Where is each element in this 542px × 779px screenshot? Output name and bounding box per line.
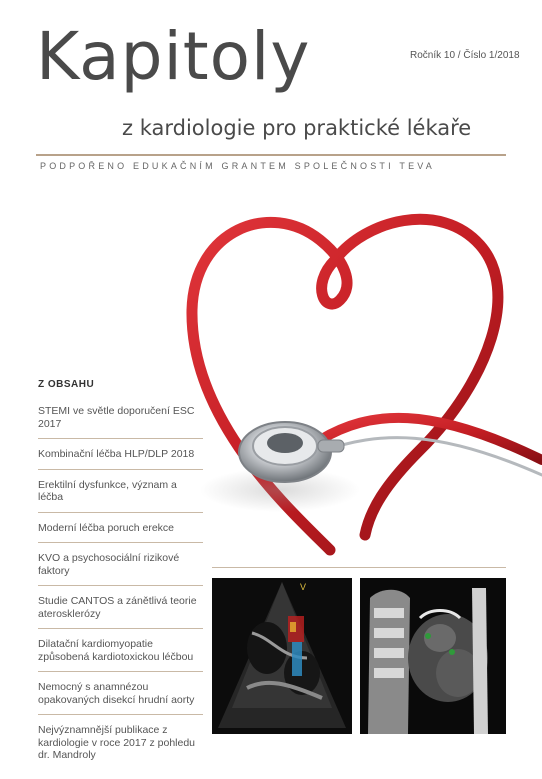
magazine-title: Kapitoly bbox=[36, 18, 311, 95]
contents-item: Nejvýznamnější publikace z kardiologie v roce 2017 z pohledu dr. Mandroly bbox=[38, 724, 196, 761]
magazine-subtitle: z kardiologie pro praktické lékaře bbox=[122, 116, 472, 140]
contents-item: STEMI ve světle doporučení ESC 2017 bbox=[38, 405, 203, 439]
issue-number: Ročník 10 / Číslo 1/2018 bbox=[410, 50, 520, 61]
contents-item: Nemocný s anamnézou opakovaných disekcí hrudní aorty bbox=[38, 681, 203, 715]
header-rule bbox=[36, 154, 506, 156]
grant-line: PODPOŘENO EDUKAČNÍM GRANTEM SPOLEČNOSTI TEVA bbox=[40, 161, 436, 171]
heart-stethoscope-image bbox=[170, 190, 542, 570]
ct-scan-image bbox=[360, 578, 506, 734]
svg-text:V: V bbox=[300, 582, 307, 592]
contents-item: KVO a psychosociální rizikové faktory bbox=[38, 552, 203, 586]
contents-item: Kombinační léčba HLP/DLP 2018 bbox=[38, 448, 203, 470]
contents-item: Moderní léčba poruch erekce bbox=[38, 522, 203, 544]
contents-list bbox=[38, 405, 203, 779]
contents-item: Studie CANTOS a zánětlivá teorie aterosklerózy bbox=[38, 595, 203, 629]
contents-item: Erektilní dysfunkce, význam a léčba bbox=[38, 479, 203, 513]
contents-heading: Z OBSAHU bbox=[38, 379, 95, 390]
contents-item: Dilatační kardiomyopatie způsobená kardiotoxickou léčbou bbox=[38, 638, 203, 672]
image-divider bbox=[212, 567, 506, 568]
echocardiogram-image bbox=[212, 578, 352, 734]
